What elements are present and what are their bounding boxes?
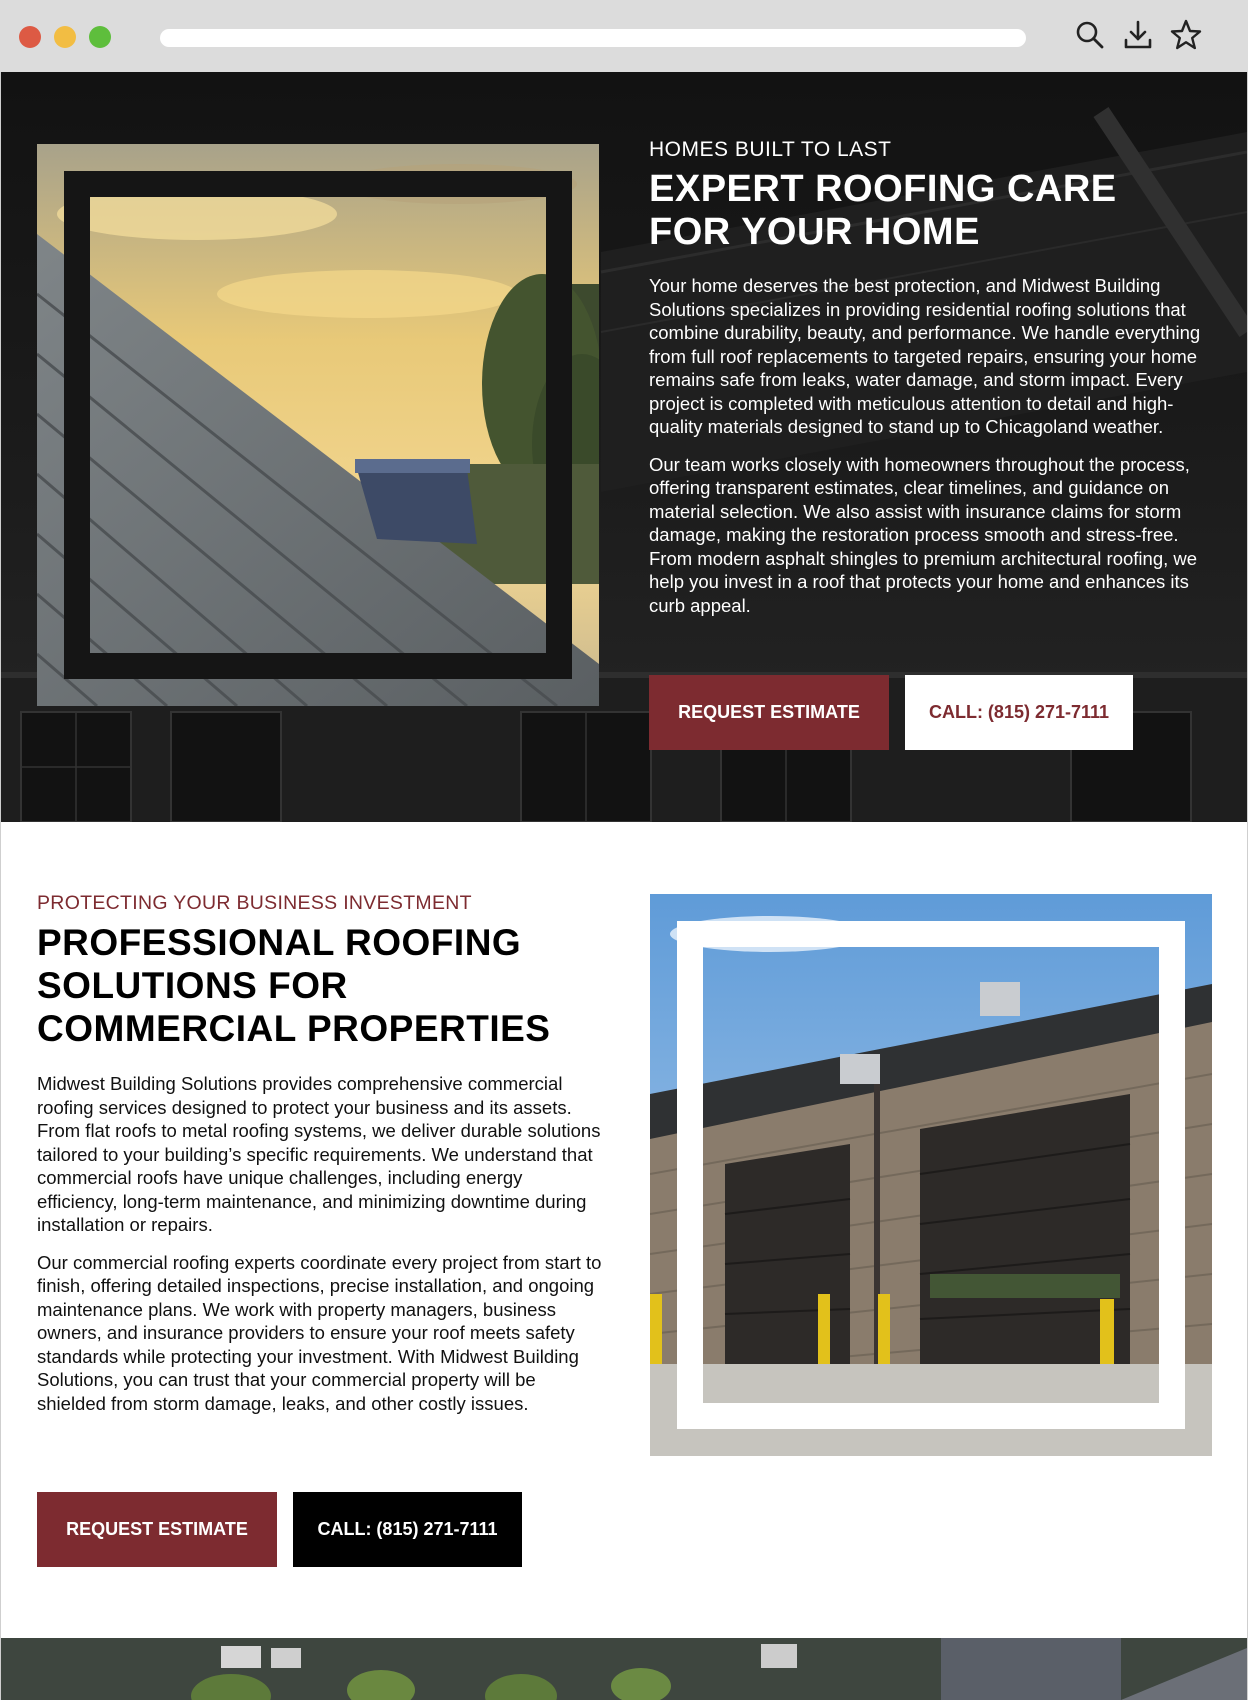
- commercial-paragraph-2: Our commercial roofing experts coordinate every project from start to finish, offering detailed inspections, precise installation, and ongoing maintenance plans. We work with property managers, business owners, and insurance providers to ensure your roof meets safety standards while protecting your investment. With Midwest Building Solutions, you can trust that your commercial property will be shielded from storm damage, leaks, and other costly issues.: [37, 1251, 602, 1414]
- search-icon[interactable]: [1073, 18, 1107, 52]
- address-bar[interactable]: [160, 29, 1026, 47]
- commercial-section: [1, 822, 1247, 1700]
- commercial-garage-photo: [650, 894, 1212, 1456]
- residential-heading: EXPERT ROOFING CARE FOR YOUR HOME: [649, 168, 1117, 253]
- residential-roof-photo: [37, 144, 599, 706]
- minimize-window-button[interactable]: [54, 26, 76, 48]
- browser-toolbar: [0, 0, 1248, 72]
- close-window-button[interactable]: [19, 26, 41, 48]
- commercial-paragraph-1: Midwest Building Solutions provides comprehensive commercial roofing services designed to protect your business and its assets. From flat roofs to metal roofing systems, we deliver durable solutions tailored to your building’s specific requirements. We understand that commercial roofs have unique challenges, including energy efficiency, long-term maintenance, and minimizing downtime during installation or repairs.: [37, 1073, 601, 1235]
- residential-call-button[interactable]: CALL: (815) 271-7111: [905, 675, 1133, 750]
- residential-eyebrow: HOMES BUILT TO LAST: [649, 138, 892, 161]
- commercial-heading: PROFESSIONAL ROOFING SOLUTIONS FOR COMMERCIAL PROPERTIES: [37, 922, 551, 1049]
- star-icon[interactable]: [1169, 18, 1203, 52]
- download-icon[interactable]: [1121, 18, 1155, 52]
- residential-request-estimate-button[interactable]: REQUEST ESTIMATE: [649, 675, 889, 750]
- commercial-request-estimate-button[interactable]: REQUEST ESTIMATE: [37, 1492, 277, 1567]
- commercial-eyebrow: PROTECTING YOUR BUSINESS INVESTMENT: [37, 892, 472, 914]
- commercial-call-button[interactable]: CALL: (815) 271-7111: [293, 1492, 522, 1567]
- residential-paragraph-2: Our team works closely with homeowners throughout the process, offering transparent estimates, clear timelines, and guidance on material selection. We also assist with insurance claims for storm damage, making the restoration process smooth and stress-free. From modern asphalt shingles to premium architectural roofing, we help you invest in a roof that protects your home and enhances its curb appeal.: [649, 453, 1198, 616]
- residential-section: [1, 72, 1247, 822]
- maximize-window-button[interactable]: [89, 26, 111, 48]
- aerial-neighborhood-image: [1, 1638, 1247, 1700]
- residential-paragraph-1: Your home deserves the best protection, and Midwest Building Solutions specializes in providing residential roofing solutions that combine durability, beauty, and performance. We handle everything from full roof replacements to targeted repairs, ensuring your home remains safe from leaks, water damage, and storm impact. Every project is completed with meticulous attention to detail and high-quality materials designed to stand up to Chicagoland weather.: [649, 275, 1201, 437]
- web-page: [1, 72, 1247, 1700]
